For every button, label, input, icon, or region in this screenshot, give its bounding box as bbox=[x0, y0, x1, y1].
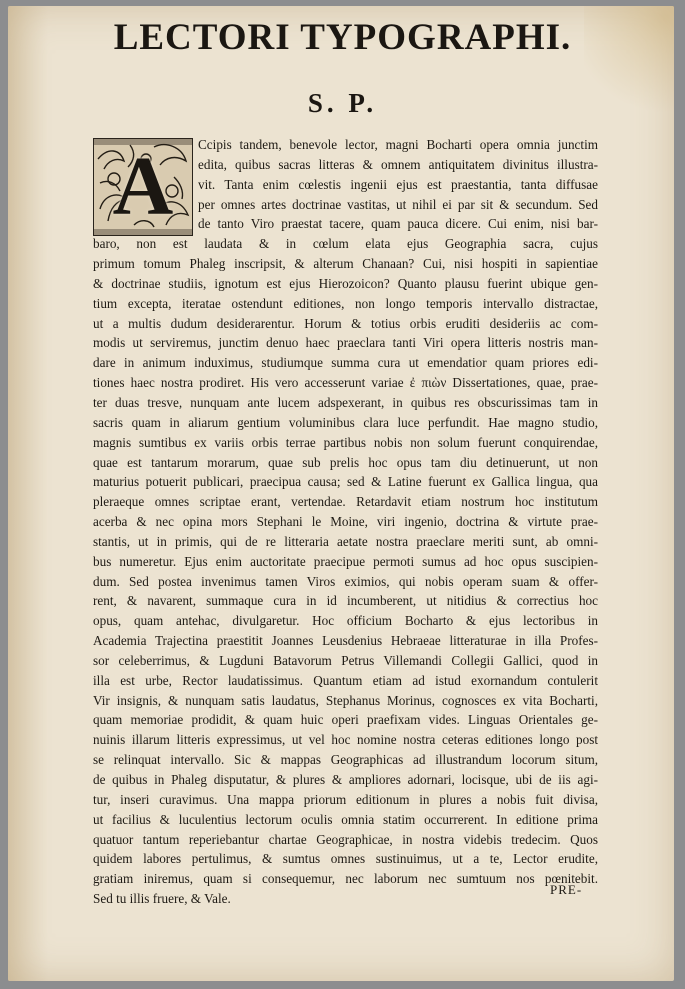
text-line: illa est urbe, Rector laudatissimus. Quantum etiam ad istud exornandum contulerit bbox=[93, 672, 598, 688]
catchword: PRE- bbox=[550, 882, 583, 897]
text-line: sor celeberrimus, & Lugduni Batavorum Petrus Villemandi Collegii Gallici, quod in bbox=[93, 652, 598, 668]
text-line: bus numeretur. Ejus enim auctoritate praecipue permoti sumus ad hoc opus suscipien- bbox=[93, 553, 598, 569]
text-line: Ccipis tandem, benevole lector, magni Bocharti opera omnia junctim bbox=[198, 137, 598, 152]
text-line: ut facilius & luculentius lectorum oculis omnia statim occurrerent. In editione prima bbox=[93, 811, 598, 827]
text-line: tium excepta, iteratae ostendunt editiones, non longo temporis intervallo distractae, bbox=[93, 295, 598, 311]
text-line: dare in animum induximus, studiumque summa cura ut emendatior quam priores edi- bbox=[93, 355, 598, 371]
text-line: & doctrinae studiis, ignotum est ejus Hierozoicon? Quanto plausu fuerint ubique gen- bbox=[93, 275, 598, 291]
text-line: nuinis illarum litteris expressimus, ut vel hoc nomine nostra ceteras editiones longo post bbox=[93, 732, 598, 748]
text-line: Sed tu illis fruere, & Vale. bbox=[93, 891, 231, 907]
text-line: se relinquat intervallo. Sic & mappas Geographicas ad illustrandum locorum situm, bbox=[93, 752, 598, 768]
text-line: quidem labores pertulimus, & sumtus omnes sustinuimus, ut a te, Lector erudite, bbox=[93, 851, 598, 867]
text-line: opus, quam antehac, divulgaretur. Hoc officium Bocharto & ejus lectoribus in bbox=[93, 613, 598, 629]
text-line: ut a multis dudum desiderarentur. Horum & totius orbis eruditi desideriis ac com- bbox=[93, 315, 598, 331]
text-line: dum. Sed postea invenimus tamen Viros eximios, qui nobis operam suam & offer- bbox=[93, 573, 598, 589]
text-line: pleraeque omnes scriptae erant, vertendae. Retardavit etiam nostrum hoc institutum bbox=[93, 494, 598, 510]
text-line: de tanto Viro praestat tacere, quam pauca dicere. Cui enim, nisi bar- bbox=[198, 216, 598, 232]
text-line: quatuor tantum reperiebantur chartae Geographicae, in nostra videbis tredecim. Quos bbox=[93, 831, 598, 847]
text-line: maturius potuerit publicari, praecipua causa; sed & Latine fuerunt ex Gallica lingua, qua bbox=[93, 474, 598, 490]
text-line: per omnes artes doctrinae vastitas, ut nihil ei par sit & secundum. Sed bbox=[198, 196, 598, 212]
text-line: Vir insignis, & nunquam satis laudatus, Stephanus Morinus, cognosces ex vita Bocharti, bbox=[93, 692, 598, 708]
text-line: gratiam iniremus, quam si consequemur, nec laborum nec sumtuum nos pœnitebit. bbox=[93, 871, 598, 887]
paper-stain-left bbox=[8, 6, 48, 981]
text-line: tiones haec nostra prodiret. His vero accesserunt variae ἐ πιὼν Dissertationes, quae, prae- bbox=[93, 375, 598, 391]
text-line: Academia Trajectina praestitit Joannes Leusdenius Hebraeae litteraturae in illa Profes- bbox=[93, 633, 598, 649]
body-text bbox=[93, 135, 598, 909]
text-line: quae est tantarum morarum, quae sub prelis hoc opus tam diu detinuerunt, ut non bbox=[93, 454, 598, 470]
page-title: LECTORI TYPOGRAPHI. bbox=[113, 17, 572, 58]
text-line: stantis, ut in primis, qui de re litteraria aetate nostra praeclare meriti sunt, ab omni- bbox=[93, 533, 598, 549]
text-line: baro, non est laudata & in cœlum elata ejus Geographia sacra, cujus bbox=[93, 236, 598, 252]
text-line: rent, & navarent, summaque cura in id incumberent, ut nitidius & correctius hoc bbox=[93, 593, 598, 609]
text-line: de quibus in Phaleg disputatur, & plures & ampliores adornari, locisque, ubi de iis agi- bbox=[93, 772, 598, 787]
text-line: quam memoriae prodidit, & quam huic operi praefixam vides. Linguas Orientales ge- bbox=[93, 712, 598, 728]
salutation: S. P. bbox=[307, 88, 378, 118]
text-line: tur, inseri curavimus. Una mappa priorum editionum in plures a nobis fuit divisa, bbox=[93, 791, 598, 807]
text-line: primum tomum Phaleg inscripsit, & alterum Chanaan? Cui, nisi hospiti in sapientiae bbox=[93, 256, 598, 272]
text-line: acerba & nec opina mors Stephani le Moine, viri ingenio, doctrina & virtute prae- bbox=[93, 514, 598, 530]
text-line: sacris quam in aliarum gentium voluminibus clara luce perfundit. Hae magno studio, bbox=[93, 414, 598, 430]
text-line: modis ut serviremus, junctim denuo haec praeclara tanti Viri opera litteris nostris man- bbox=[93, 335, 598, 351]
initial-letter: A bbox=[112, 140, 174, 233]
text-line: edita, quibus sacras litteras & omnem antiquitatem divinitus illustra- bbox=[198, 156, 598, 172]
text-line: magnis sumtibus ex variis orbis terrae partibus nobis non solum fuerunt conquirendae, bbox=[93, 434, 598, 450]
text-line: vit. Tanta enim cœlestis ingenii ejus est praestantia, tanta diffusae bbox=[198, 176, 598, 192]
text-line: ter duas tresve, nunquam ante lucem adspexerant, in quibus res obscurissimas tam in bbox=[93, 394, 598, 410]
